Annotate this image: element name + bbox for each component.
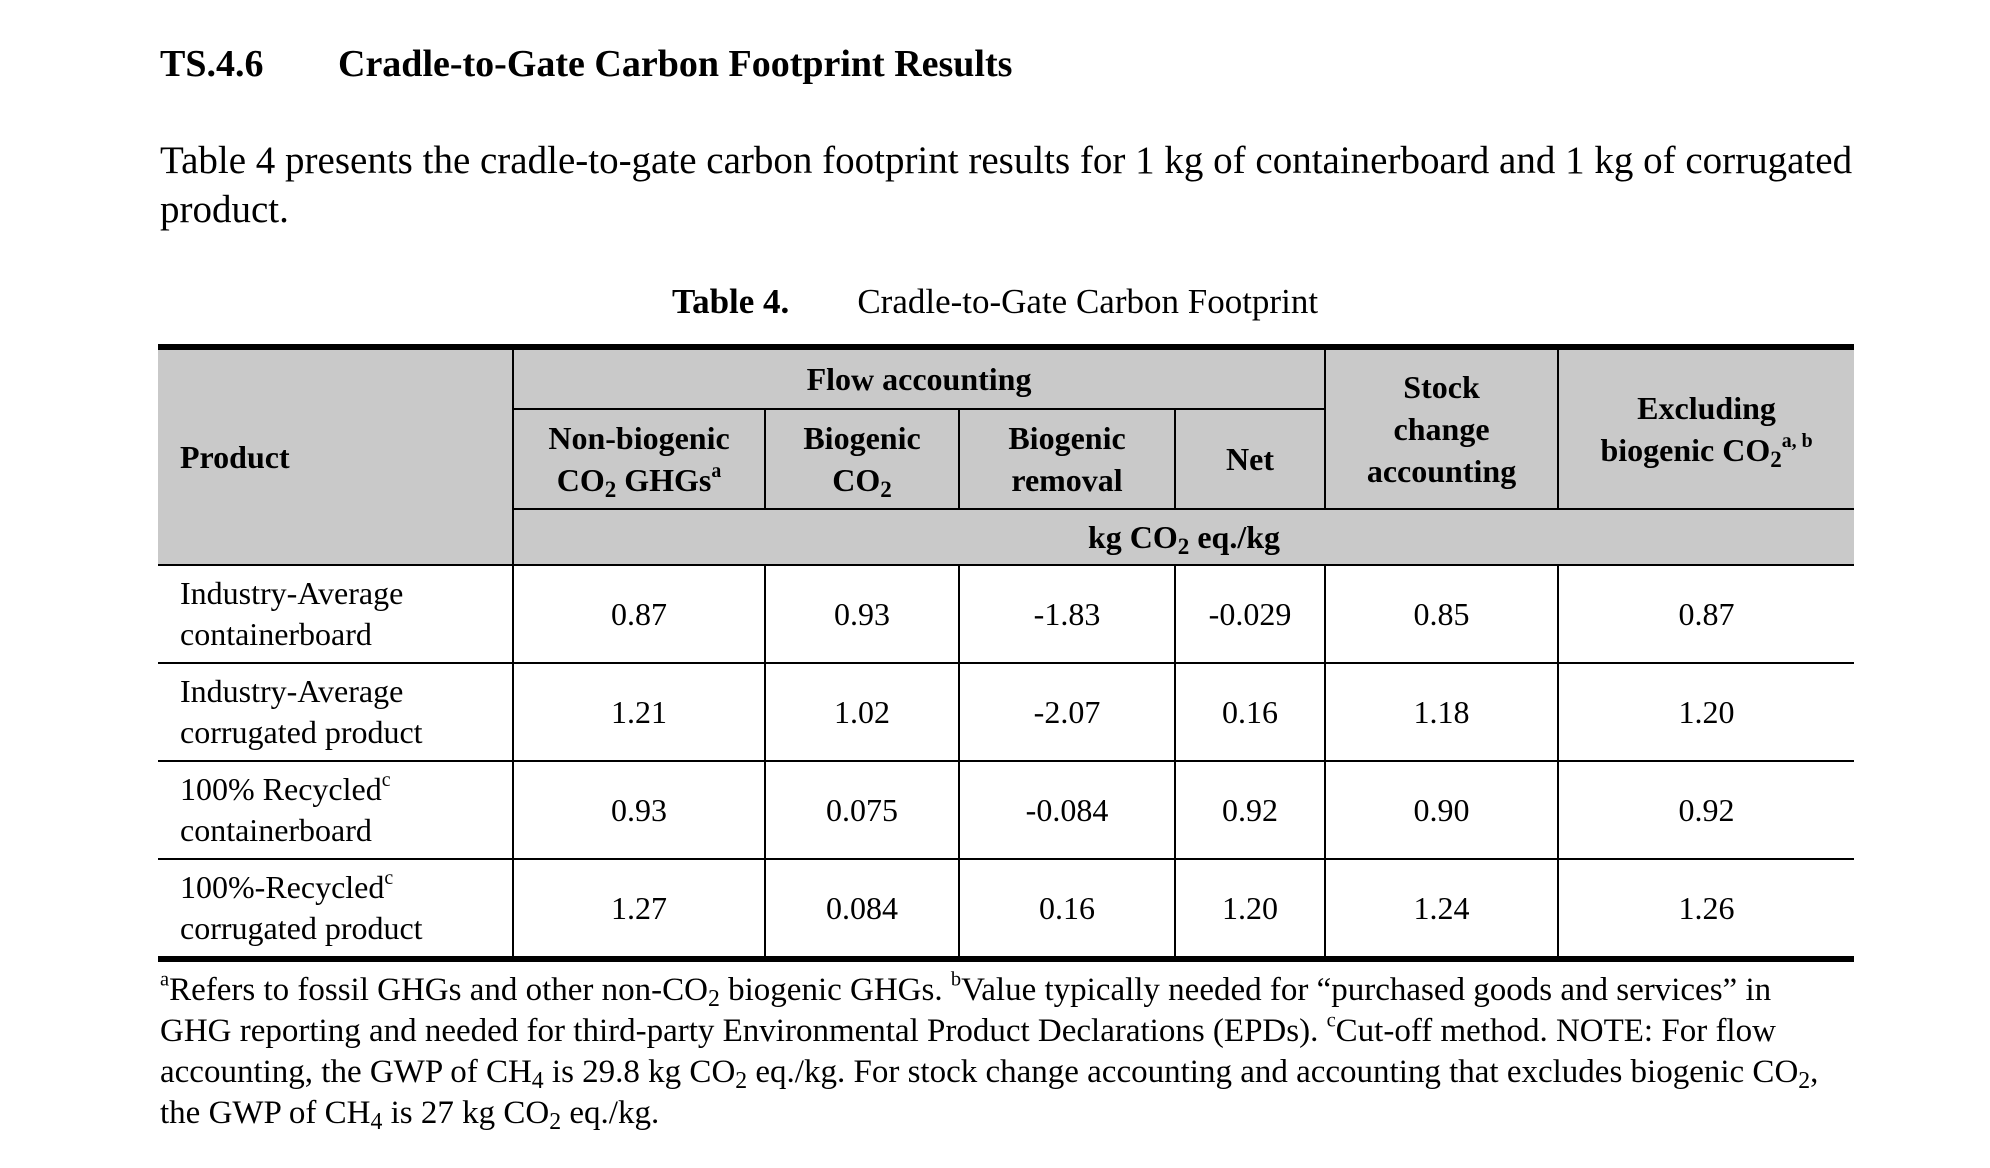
- row-product: Industry-Average corrugated product: [158, 663, 513, 761]
- cell-stock: 1.18: [1325, 663, 1558, 761]
- table-footnote: $^a$Refers to fossil GHGs and other non-$CO_2$ biogenic GHGs. $^b$Value typically needed for “purchased goods and services” in GHG reporting and needed for third-party Environmental Product Declarations (EPDs). $^c$Cut-off method. NOTE: For flow accounting, the GWP of $CH_4$ is 29.8 kg $CO_2$ eq./kg. For stock change accounting and accounting that excludes biogenic $CO_2$, the GWP of $CH_4$ is 27 kg $CO_2$ eq./kg.: [160, 968, 1819, 1135]
- header-product: Product: [158, 347, 513, 565]
- cell-non-biogenic: 0.87: [513, 565, 765, 663]
- cell-removal: -2.07: [959, 663, 1175, 761]
- carbon-footprint-table: [158, 344, 1854, 962]
- table-caption-title: Cradle-to-Gate Carbon Footprint: [857, 282, 1319, 321]
- header-biogenic-co2: Biogenic $CO_2$: [765, 409, 959, 509]
- row-product: Industry-Average containerboard: [158, 565, 513, 663]
- cell-removal: -1.83: [959, 565, 1175, 663]
- intro-paragraph: Table 4 presents the cradle-to-gate carbon footprint results for 1 kg of containerboard and 1 kg of corrugated product.: [160, 139, 1853, 231]
- row-product: 100%-Recycled$^c$ corrugated product: [158, 859, 513, 959]
- table-caption-label: Table 4.: [671, 282, 790, 321]
- cell-biogenic: 1.02: [765, 663, 959, 761]
- cell-excluding: 0.92: [1558, 761, 1854, 859]
- cell-net: 0.16: [1175, 663, 1325, 761]
- cell-removal: -0.084: [959, 761, 1175, 859]
- cell-biogenic: 0.93: [765, 565, 959, 663]
- cell-excluding: 1.26: [1558, 859, 1854, 959]
- table-row: [158, 859, 1854, 959]
- cell-excluding: 1.20: [1558, 663, 1854, 761]
- header-units: kg $CO_2$ eq./kg: [513, 509, 1854, 565]
- table-row: [158, 565, 1854, 663]
- section-number: TS.4.6: [160, 43, 264, 85]
- cell-non-biogenic: 1.21: [513, 663, 765, 761]
- cell-removal: 0.16: [959, 859, 1175, 959]
- table-caption: [0, 282, 1990, 322]
- section-title: Cradle-to-Gate Carbon Footprint Results: [338, 43, 1013, 85]
- table-row: [158, 663, 1854, 761]
- cell-stock: 0.85: [1325, 565, 1558, 663]
- header-biogenic-removal: Biogenic removal: [959, 409, 1175, 509]
- header-net: Net: [1175, 409, 1325, 509]
- cell-net: -0.029: [1175, 565, 1325, 663]
- cell-biogenic: 0.084: [765, 859, 959, 959]
- cell-stock: 1.24: [1325, 859, 1558, 959]
- cell-excluding: 0.87: [1558, 565, 1854, 663]
- header-non-biogenic: Non-biogenic $CO_2$ GHGs$^a$: [513, 409, 765, 509]
- cell-biogenic: 0.075: [765, 761, 959, 859]
- cell-non-biogenic: 0.93: [513, 761, 765, 859]
- header-flow-accounting: Flow accounting: [513, 347, 1325, 409]
- cell-non-biogenic: 1.27: [513, 859, 765, 959]
- cell-net: 0.92: [1175, 761, 1325, 859]
- row-product: 100% Recycled$^c$ containerboard: [158, 761, 513, 859]
- table-row: [158, 761, 1854, 859]
- cell-stock: 0.90: [1325, 761, 1558, 859]
- header-stock-change-accounting: Stock change accounting: [1325, 347, 1558, 509]
- section-heading: [160, 42, 1012, 86]
- header-excluding-biogenic: Excluding biogenic $CO_2^{a, b}$: [1558, 347, 1854, 509]
- cell-net: 1.20: [1175, 859, 1325, 959]
